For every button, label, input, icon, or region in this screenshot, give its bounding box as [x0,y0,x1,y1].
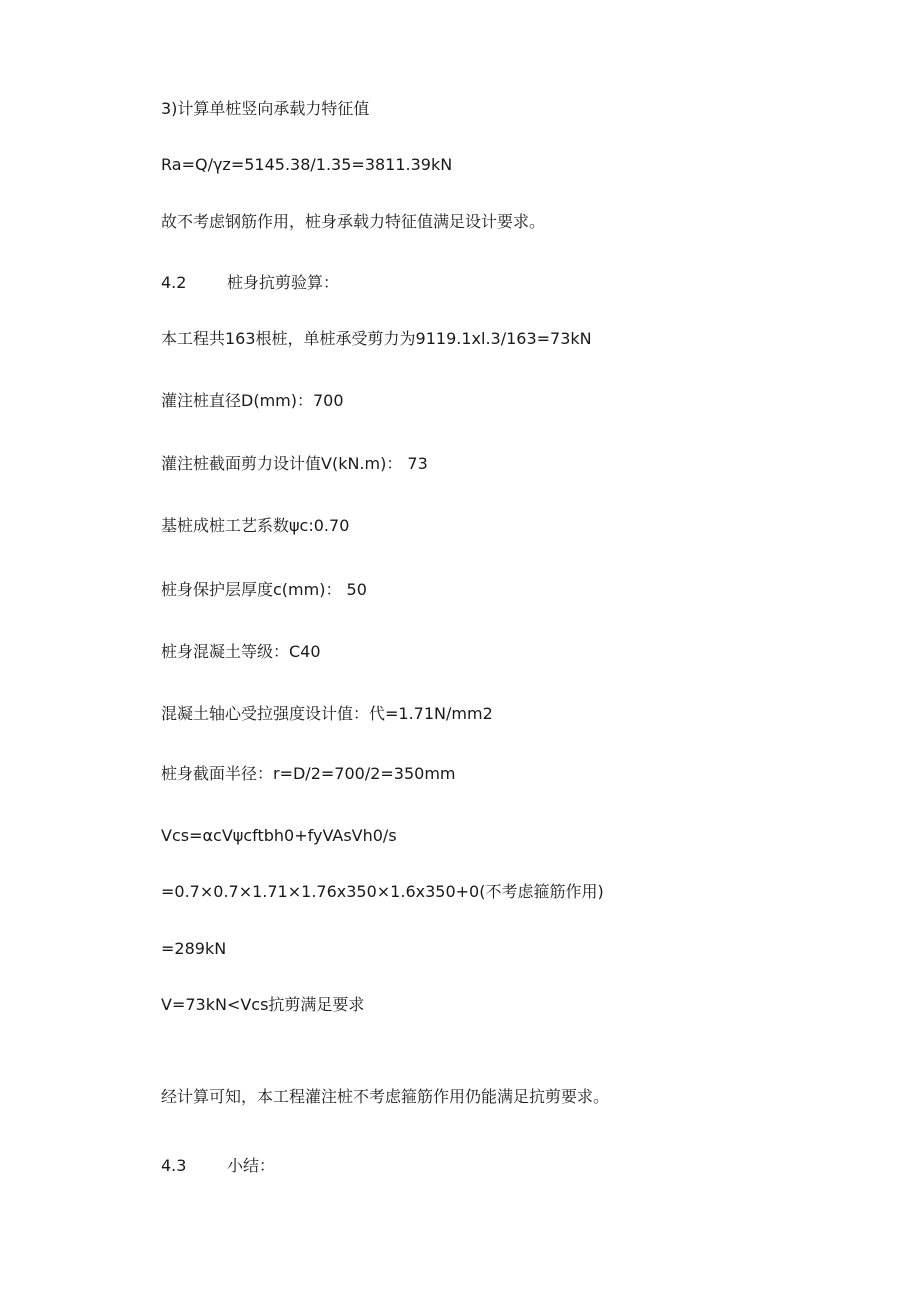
section-heading-4-3 [161,1156,275,1176]
calc-step-heading: 3)计算单桩竖向承载力特征值 [161,99,370,118]
section-heading-4-2 [161,273,339,293]
bearing-conclusion: 故不考虑钢筋作用，桩身承载力特征值满足设计要求。 [161,212,546,231]
vcs-substitution: =0.7×0.7×1.71×1.76x350×1.6x350+0(不考虑箍筋作用) [161,882,604,901]
pile-diameter: 灌注桩直径D(mm)：700 [161,391,344,410]
tensile-strength: 混凝土轴心受拉强度设计值：代=1.71N∕mm2 [161,704,493,723]
shear-design-value: 灌注桩截面剪力设计值V(kN.m)： 73 [161,454,428,473]
vcs-formula: Vcs=αcVψcftbh0+fyVAsVh0/s [161,826,397,845]
pile-count-shear: 本工程共163根桩，单桩承受剪力为9119.1xl.3∕163=73kN [161,329,592,348]
process-coefficient: 基桩成桩工艺系数ψc:0.70 [161,516,350,535]
section-number: 4.3 [161,1156,187,1175]
section-title: 小结： [227,1156,276,1175]
cover-thickness: 桩身保护层厚度c(mm)： 50 [161,580,367,599]
section-radius: 桩身截面半径：r=D∕2=700∕2=350mm [161,764,456,783]
concrete-grade: 桩身混凝土等级：C40 [161,642,321,661]
section-number: 4.2 [161,273,187,292]
ra-formula: Ra=Q∕γz=5145.38∕1.35=3811.39kN [161,155,453,174]
vcs-result: =289kN [161,939,227,958]
shear-check: V=73kN<Vcs抗剪满足要求 [161,995,365,1014]
shear-conclusion: 经计算可知，本工程灌注桩不考虑箍筋作用仍能满足抗剪要求。 [161,1087,610,1106]
section-title: 桩身抗剪验算： [227,273,340,292]
